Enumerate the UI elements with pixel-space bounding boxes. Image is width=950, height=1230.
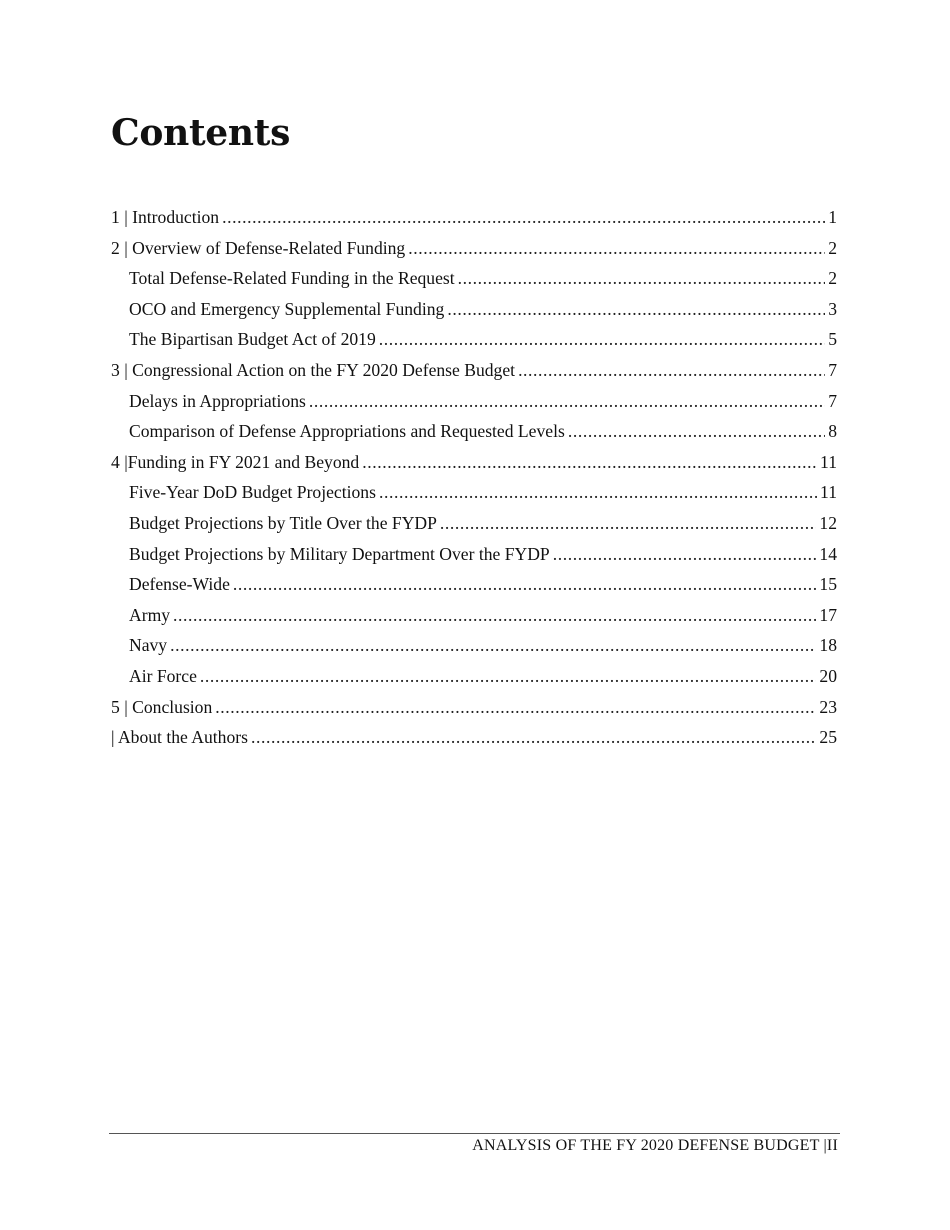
dot-leader bbox=[379, 477, 817, 508]
toc-entry-navy[interactable] bbox=[111, 630, 837, 661]
toc-entry-page-number: 7 bbox=[828, 390, 837, 411]
dot-leader bbox=[440, 508, 817, 539]
toc-entry-label: Army bbox=[129, 604, 171, 625]
toc-entry-label: | About the Authors bbox=[111, 727, 248, 748]
dot-leader bbox=[553, 539, 817, 570]
toc-entry-page-number: 8 bbox=[828, 421, 837, 442]
dot-leader bbox=[447, 294, 825, 325]
toc-entry-page-number: 11 bbox=[820, 451, 837, 472]
dot-leader bbox=[379, 324, 825, 355]
toc-entry-funding-in-fy-2021[interactable] bbox=[111, 447, 837, 478]
toc-entry-label: Navy bbox=[129, 635, 168, 656]
toc-entry-label: Budget Projections by Military Department Over the FYDP bbox=[129, 543, 550, 564]
dot-leader bbox=[200, 661, 816, 692]
dot-leader bbox=[458, 263, 826, 294]
toc-entry-five-year-dod-budget-projections[interactable] bbox=[111, 477, 837, 508]
toc-entry-comparison-of-appropriations[interactable] bbox=[111, 416, 837, 447]
toc-entry-label: Five-Year DoD Budget Projections bbox=[129, 482, 376, 503]
toc-entry-page-number: 14 bbox=[819, 543, 837, 564]
dot-leader bbox=[222, 202, 825, 233]
toc-entry-label: Delays in Appropriations bbox=[129, 390, 306, 411]
table-of-contents bbox=[111, 202, 837, 753]
toc-entry-projections-by-military-department[interactable] bbox=[111, 539, 837, 570]
toc-entry-bipartisan-budget-act-of-2019[interactable] bbox=[111, 324, 837, 355]
toc-entry-label: 5 | Conclusion bbox=[111, 696, 213, 717]
dot-leader bbox=[215, 692, 816, 723]
dot-leader bbox=[251, 722, 816, 753]
toc-entry-page-number: 18 bbox=[819, 635, 837, 656]
page-title: Contents bbox=[111, 112, 291, 154]
toc-entry-army[interactable] bbox=[111, 600, 837, 631]
toc-entry-label: Defense-Wide bbox=[129, 574, 230, 595]
dot-leader bbox=[173, 600, 816, 631]
toc-entry-conclusion[interactable] bbox=[111, 692, 837, 723]
toc-entry-page-number: 5 bbox=[828, 329, 837, 350]
toc-entry-page-number: 7 bbox=[828, 359, 837, 380]
toc-entry-congressional-action[interactable] bbox=[111, 355, 837, 386]
dot-leader bbox=[233, 569, 817, 600]
toc-entry-label: Total Defense-Related Funding in the Request bbox=[129, 268, 455, 289]
dot-leader bbox=[568, 416, 825, 447]
toc-entry-page-number: 20 bbox=[819, 665, 837, 686]
toc-entry-label: 3 | Congressional Action on the FY 2020 Defense Budget bbox=[111, 359, 516, 380]
toc-entry-label: 4 |Funding in FY 2021 and Beyond bbox=[111, 451, 360, 472]
toc-entry-introduction[interactable] bbox=[111, 202, 837, 233]
toc-entry-label: 2 | Overview of Defense-Related Funding bbox=[111, 237, 406, 258]
dot-leader bbox=[309, 386, 825, 417]
toc-entry-label: Air Force bbox=[129, 665, 197, 686]
dot-leader bbox=[518, 355, 825, 386]
toc-entry-label: OCO and Emergency Supplemental Funding bbox=[129, 298, 445, 319]
toc-entry-oco-and-emergency-supplemental-funding[interactable] bbox=[111, 294, 837, 325]
dot-leader bbox=[408, 233, 825, 264]
toc-entry-projections-by-title[interactable] bbox=[111, 508, 837, 539]
toc-entry-page-number: 1 bbox=[828, 207, 837, 227]
toc-entry-air-force[interactable] bbox=[111, 661, 837, 692]
toc-entry-label: Budget Projections by Title Over the FYDP bbox=[129, 512, 437, 533]
toc-entry-page-number: 2 bbox=[828, 268, 837, 289]
toc-entry-page-number: 15 bbox=[819, 574, 837, 595]
toc-entry-page-number: 12 bbox=[819, 512, 837, 533]
footer-divider bbox=[109, 1133, 840, 1134]
toc-entry-label: 1 | Introduction bbox=[111, 207, 220, 227]
toc-entry-delays-in-appropriations[interactable] bbox=[111, 386, 837, 417]
running-footer: ANALYSIS OF THE FY 2020 DEFENSE BUDGET |II bbox=[472, 1137, 838, 1154]
toc-entry-defense-wide[interactable] bbox=[111, 569, 837, 600]
toc-entry-page-number: 17 bbox=[819, 604, 837, 625]
dot-leader bbox=[170, 630, 816, 661]
toc-entry-overview-of-defense-related-funding[interactable] bbox=[111, 233, 837, 264]
dot-leader bbox=[362, 447, 817, 478]
toc-entry-total-defense-related-funding[interactable] bbox=[111, 263, 837, 294]
toc-entry-label: The Bipartisan Budget Act of 2019 bbox=[129, 329, 376, 350]
toc-entry-label: Comparison of Defense Appropriations and Requested Levels bbox=[129, 421, 565, 442]
toc-entry-page-number: 11 bbox=[820, 482, 837, 503]
toc-entry-page-number: 2 bbox=[828, 237, 837, 258]
toc-entry-page-number: 25 bbox=[819, 727, 837, 748]
toc-entry-page-number: 3 bbox=[828, 298, 837, 319]
toc-entry-page-number: 23 bbox=[819, 696, 837, 717]
toc-entry-about-the-authors[interactable] bbox=[111, 722, 837, 753]
